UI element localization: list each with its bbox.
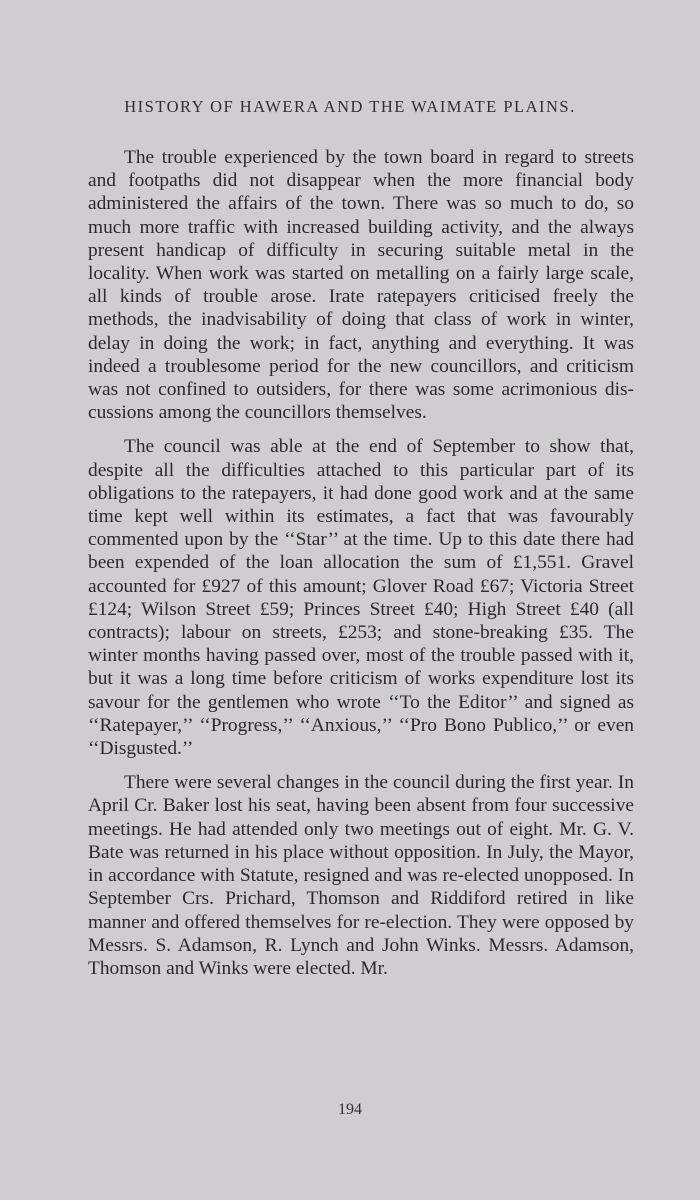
- running-head: HISTORY OF HAWERA AND THE WAIMATE PLAINS.: [124, 97, 576, 116]
- paragraph: The council was able at the end of September to show that, despite all the difficulties attached to this particular part of its obligations to the ratepayers, it had done good work and at the same time kept well within its estimates, a fact that was favourably commented upon by the ‘‘Star’’ at the time. Up to this date there had been expended of the loan allocation the sum of £1,551. Gravel accounted for £927 of this amount; Glover Road £67; Victoria Street £124; Wilson Street £59; Princes Street £40; High Street £40 (all contracts); labour on streets, £253; and stone-breaking £35. The winter months having passed over, most of the trouble passed with it, but it was a long time before criticism of works expenditure lost its savour for the gentlemen who wrote ‘‘To the Editor’’ and signed as ‘‘Ratepayer,’’ ‘‘Progress,’’ ‘‘Anxious,’’ ‘‘Pro Bono Publico,’’ or even ‘‘Disgusted.’’: [88, 436, 634, 760]
- paragraph: The trouble experienced by the town board in regard to streets and footpaths did not disappear when the more financial body administered the affairs of the town. There was so much to do, so much more traffic with increased building activity, and the always present handicap of difficulty in securing suitable metal in the locality. When work was started on metalling on a fairly large scale, all kinds of trouble arose. Irate ratepayers criticised freely the methods, the inadvisability of doing that class of work in winter, delay in doing the work; in fact, anything and everything. It was indeed a troublesome period for the new councillors, and criticism was not confined to outsiders, for there was some acrimonious discussions among the councillors themselves.: [88, 147, 634, 424]
- page-number: 194: [338, 1101, 362, 1118]
- paragraph: There were several changes in the council during the first year. In April Cr. Baker lost his seat, having been absent from four successive meetings. He had attended only two meetings out of eight. Mr. G. V. Bate was returned in his place without opposition. In July, the Mayor, in accordance with Statute, resigned and was re-elected unopposed. In September Crs. Prichard, Thomson and Riddiford retired in like manner and offered themselves for re-election. They were opposed by Messrs. S. Adamson, R. Lynch and John Winks. Messrs. Adamson, Thomson and Winks were elected. Mr.: [88, 772, 634, 979]
- body-text: [88, 146, 634, 980]
